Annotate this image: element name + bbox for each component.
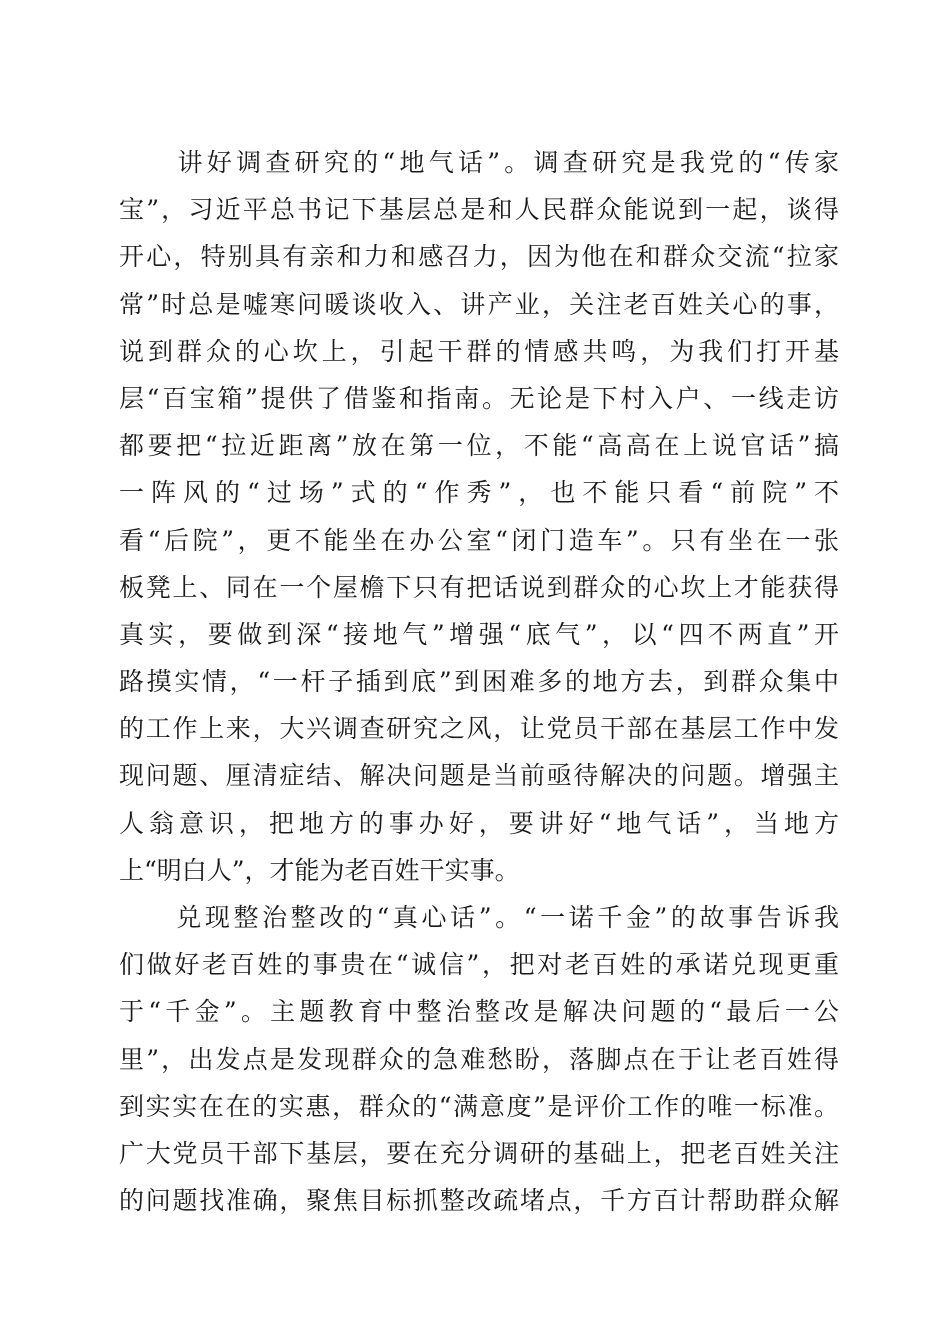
- text-line: 里”，出发点是发现群众的急难愁盼，落脚点在于让老百姓得: [119, 1044, 839, 1074]
- text-line: 板凳上、同在一个屋檐下只有把话说到群众的心坎上才能获得: [119, 572, 839, 602]
- text-line: 看“后院”，更不能坐在办公室“闭门造车”。只有坐在一张: [119, 525, 839, 555]
- text-line: 们做好老百姓的事贵在“诚信”，把对老百姓的承诺兑现更重: [119, 950, 839, 980]
- text-line: 上“明白人”，才能为老百姓干实事。: [119, 855, 520, 885]
- text-line: 讲好调查研究的“地气话”。调查研究是我党的“传家: [119, 148, 839, 177]
- text-line: 开心，特别具有亲和力和感召力，因为他在和群众交流“拉家: [119, 242, 839, 272]
- text-line: 人翁意识，把地方的事办好，要讲好“地气话”，当地方: [119, 808, 839, 838]
- text-line: 兑现整治整改的“真心话”。“一诺千金”的故事告诉我: [119, 903, 839, 932]
- text-line: 路摸实情，“一杆子插到底”到困难多的地方去，到群众集中: [119, 667, 839, 697]
- paragraph-1: [119, 139, 839, 894]
- text-line: 现问题、厘清症结、解决问题是当前亟待解决的问题。增强主: [119, 761, 839, 791]
- paragraph-2: [119, 894, 839, 1224]
- text-line: 于“千金”。主题教育中整治整改是解决问题的“最后一公: [119, 997, 839, 1027]
- text-line: 的问题找准确，聚焦目标抓整改疏堵点，千方百计帮助群众解: [119, 1186, 839, 1216]
- text-line: 真实，要做到深“接地气”增强“底气”，以“四不两直”开: [119, 619, 839, 649]
- text-line: 层“百宝箱”提供了借鉴和指南。无论是下村入户、一线走访: [119, 383, 839, 413]
- document-body: [119, 139, 839, 1224]
- text-line: 到实实在在的实惠，群众的“满意度”是评价工作的唯一标准。: [119, 1091, 839, 1121]
- text-line: 宝”，习近平总书记下基层总是和人民群众能说到一起，谈得: [119, 195, 839, 225]
- text-line: 一阵风的“过场”式的“作秀”，也不能只看“前院”不: [119, 478, 839, 508]
- text-line: 广大党员干部下基层，要在充分调研的基础上，把老百姓关注: [119, 1138, 839, 1168]
- text-line: 常”时总是嘘寒问暖谈收入、讲产业，关注老百姓关心的事，: [119, 289, 839, 319]
- text-line: 的工作上来，大兴调查研究之风，让党员干部在基层工作中发: [119, 714, 839, 744]
- text-line: 都要把“拉近距离”放在第一位，不能“高高在上说官话”搞: [119, 431, 839, 461]
- text-line: 说到群众的心坎上，引起干群的情感共鸣，为我们打开基: [119, 336, 839, 366]
